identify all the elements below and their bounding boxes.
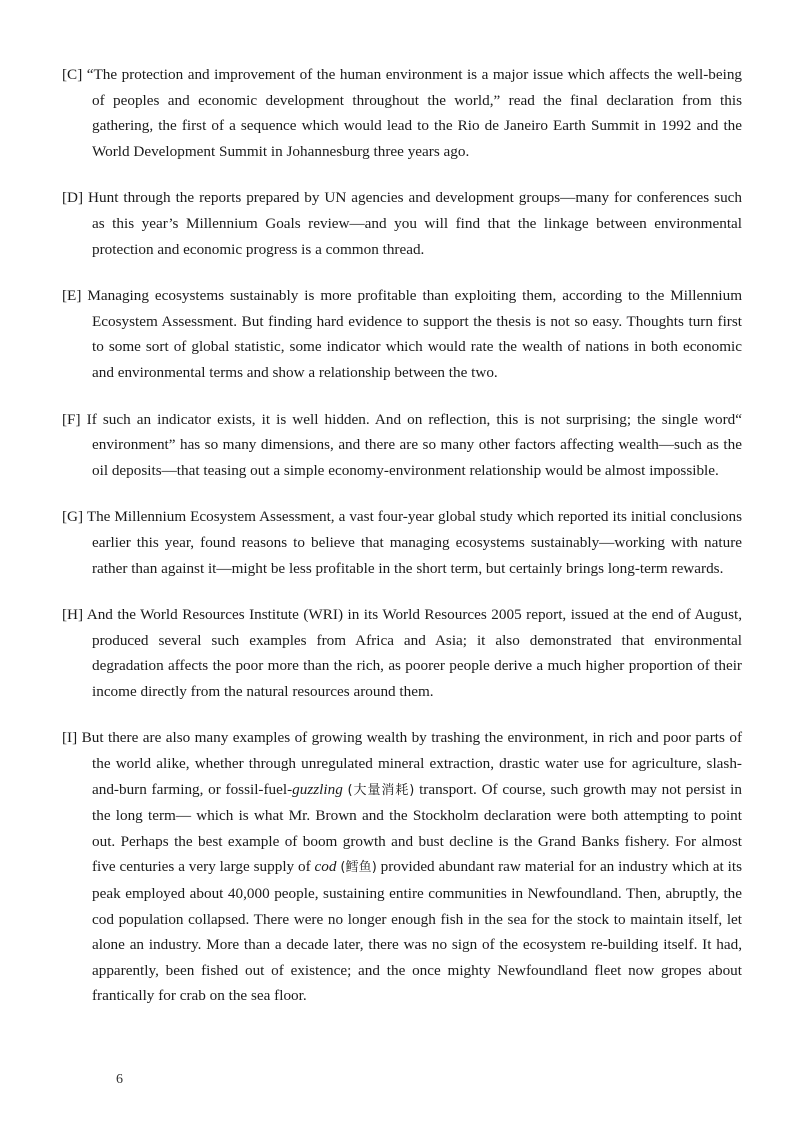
paragraph-text: And the World Resources Institute (WRI) in its World Resources 2005 report, issued at the end of August, produced several such examples from Africa and Asia; it also demonstrated that environmental degradation affects the poor more than the rich, as poorer people derive a much higher proportion of their income directly from the natural resources around them.: [86, 606, 742, 700]
paragraph-text: Managing ecosystems sustainably is more profitable than exploiting them, according to the Millennium Ecosystem Assessment. But finding hard evidence to support the thesis is not so easy. Thoughts turn first to some sort of global statistic, some indicator which would rate the wealth of nations in both economic and environmental terms and show a relationship between the two.: [87, 287, 743, 381]
paragraph-label: [C]: [62, 66, 83, 83]
paragraph-g: [62, 504, 742, 581]
chinese-gloss: (大量消耗): [347, 782, 415, 798]
paragraph-text-part: provided abundant raw material for an industry which at its peak employed about 40,000 people, sustaining entire communities in Newfoundland. Then, abruptly, the cod population collapsed. There were no longer enough fish in the sea for the stock to maintain itself, let alone an industry. More than a decade later, there was no sign of the ecosystem re-building itself. It had, apparently, been fished out of existence; and the once mighty Newfoundland fleet now gropes about frantically for crab on the sea floor.: [92, 858, 743, 1005]
paragraph-e: [62, 283, 742, 385]
page-number: 6: [116, 1072, 123, 1087]
paragraph-h: [62, 602, 742, 704]
paragraph-label: [I]: [62, 729, 78, 747]
chinese-gloss: (鳕鱼): [340, 860, 377, 876]
glossed-term: guzzling: [292, 780, 343, 798]
paragraph-text: The Millennium Ecosystem Assessment, a vast four-year global study which reported its initial conclusions earlier this year, found reasons to believe that managing ecosystems sustainably—working with nature rather than against it—might be less profitable in the short term, but certainly brings long-term rewards.: [86, 508, 742, 577]
paragraph-text: If such an indicator exists, it is well hidden. And on reflection, this is not surprising; the single word“ environment” has so many dimensions, and there are so many other factors affecting wealth—such as the oil deposits—that teasing out a simple economy-environment relationship would be almost impossible.: [86, 410, 743, 479]
paragraph-d: [62, 185, 742, 262]
paragraph-text: Hunt through the reports prepared by UN agencies and development groups—many for conferences such as this year’s Millennium Goals review—and you will find that the linkage between environmental protection and economic progress is a common thread.: [88, 189, 742, 258]
paragraph-label: [F]: [62, 410, 81, 428]
paragraph-text: “The protection and improvement of the human environment is a major issue which affects the well-being of peoples and economic development throughout the world,” read the final declaration from this gathering, the first of a sequence which would lead to the Rio de Janeiro Earth Summit in 1992 and the World Development Summit in Johannesburg three years ago.: [86, 66, 743, 160]
paragraph-label: [H]: [62, 606, 84, 624]
paragraph-text-part: transport. Of course, such growth may not persist in the long term— which is what Mr. Brown and the Stockholm declaration were both attempting to point out. Perhaps the best example of boom growth and bust decline is the Grand Banks fishery. For almost five centuries a very large supply of: [92, 780, 742, 876]
paragraph-c: [62, 62, 742, 164]
paragraph-i: [62, 725, 742, 1009]
paragraph-label: [G]: [62, 508, 84, 526]
document-page: [62, 62, 742, 1030]
paragraph-f: [62, 407, 742, 484]
glossed-term: cod: [314, 858, 337, 876]
paragraph-text-part: But there are also many examples of growing wealth by trashing the environment, in rich and poor parts of the world alike, whether through unregulated mineral extraction, drastic water use for agriculture, slash-and-burn farming, or fossil-fuel-: [81, 729, 743, 798]
paragraph-label: [D]: [62, 189, 84, 207]
paragraph-text: [82, 729, 742, 1004]
paragraph-label: [E]: [62, 287, 82, 305]
